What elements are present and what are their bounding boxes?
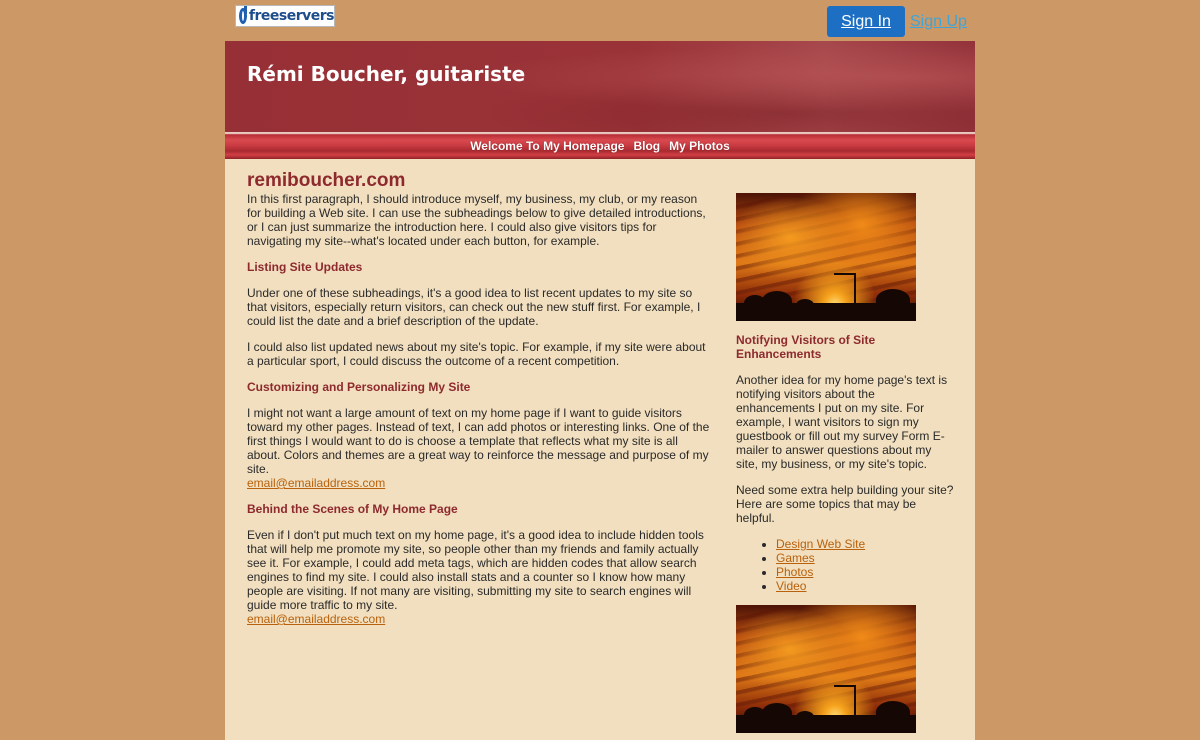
list-item	[776, 565, 956, 579]
link-design-web-site[interactable]: Design Web Site	[776, 537, 866, 551]
topic-links-list	[776, 537, 956, 593]
sidebar-paragraph-2: Need some extra help building your site? Here are some topics that may be helpful.	[736, 483, 954, 525]
list-item	[776, 579, 956, 593]
behind-scenes-paragraph: Even if I don't put much text on my home page, it's a good idea to include hidden tools that will help me promote my site, so people other than my friends and family actually see it. For example, I could add meta tags, which are hidden codes that allow search engines to find my site. I could also install stats and a counter so I know how many people are visiting. If not many are visiting, submitting my site to search engines will guide more traffic to my site.	[247, 528, 704, 612]
sign-up-link[interactable]: Sign Up	[910, 13, 967, 30]
updates-paragraph-2: I could also list updated news about my site's topic. For example, if my site were about a particular sport, I could discuss the outcome of a recent competition.	[247, 340, 706, 368]
section-title-behind-scenes: Behind the Scenes of My Home Page	[247, 502, 458, 516]
page-container	[225, 41, 975, 740]
freeservers-logo-icon	[239, 8, 247, 24]
email-link[interactable]: email@emailaddress.com	[247, 612, 386, 626]
link-video[interactable]: Video	[776, 579, 807, 593]
nav-item-my-photos[interactable]: My Photos	[669, 138, 730, 153]
link-games[interactable]: Games	[776, 551, 815, 565]
sunset-photo	[736, 605, 916, 733]
logo-text: freeservers	[248, 8, 334, 24]
sunset-photo	[736, 193, 916, 321]
list-item	[776, 537, 956, 551]
link-photos[interactable]: Photos	[776, 565, 814, 579]
nav-item-welcome[interactable]: Welcome To My Homepage	[470, 138, 625, 153]
email-link[interactable]: email@emailaddress.com	[247, 476, 386, 490]
nav-item-blog[interactable]: Blog	[633, 138, 661, 153]
section-title-customizing: Customizing and Personalizing My Site	[247, 380, 471, 394]
sign-in-button[interactable]: Sign In	[827, 6, 905, 37]
site-title: Rémi Boucher, guitariste	[247, 62, 526, 86]
freeservers-logo[interactable]	[235, 5, 335, 27]
main-nav	[225, 132, 975, 159]
main-content	[247, 171, 713, 626]
sidebar-paragraph-1: Another idea for my home page's text is notifying visitors about the enhancements I put on my site. For example, I want visitors to sign my guestbook or fill out my survey Form E-mailer to answer questions about my site, my business, or my site's topic.	[736, 373, 948, 471]
customizing-paragraph: I might not want a large amount of text on my home page if I want to guide visitors toward my other pages. Instead of text, I can add photos or interesting links. One of the first things I would want to do is choose a template that reflects what my site is all about. Colors and themes are a great way to reinforce the message and purpose of my site.	[247, 406, 710, 476]
intro-paragraph: In this first paragraph, I should introduce myself, my business, my club, or my reason for building a Web site. I can use the subheadings below to give detailed introductions, or I can just summarize the introduction here. I could also give visitors tips for navigating my site--what's located under each button, for example.	[247, 192, 706, 248]
sidebar-heading: Notifying Visitors of Site Enhancements	[736, 333, 876, 361]
list-item	[776, 551, 956, 565]
updates-paragraph-1: Under one of these subheadings, it's a good idea to list recent updates to my site so that visitors, especially return visitors, can check out the new stuff first. For example, I could list the date and a brief description of the update.	[247, 286, 701, 328]
sidebar	[736, 193, 956, 733]
header-banner	[225, 41, 975, 132]
section-title-updates: Listing Site Updates	[247, 260, 363, 274]
page-heading: remiboucher.com	[247, 170, 406, 191]
